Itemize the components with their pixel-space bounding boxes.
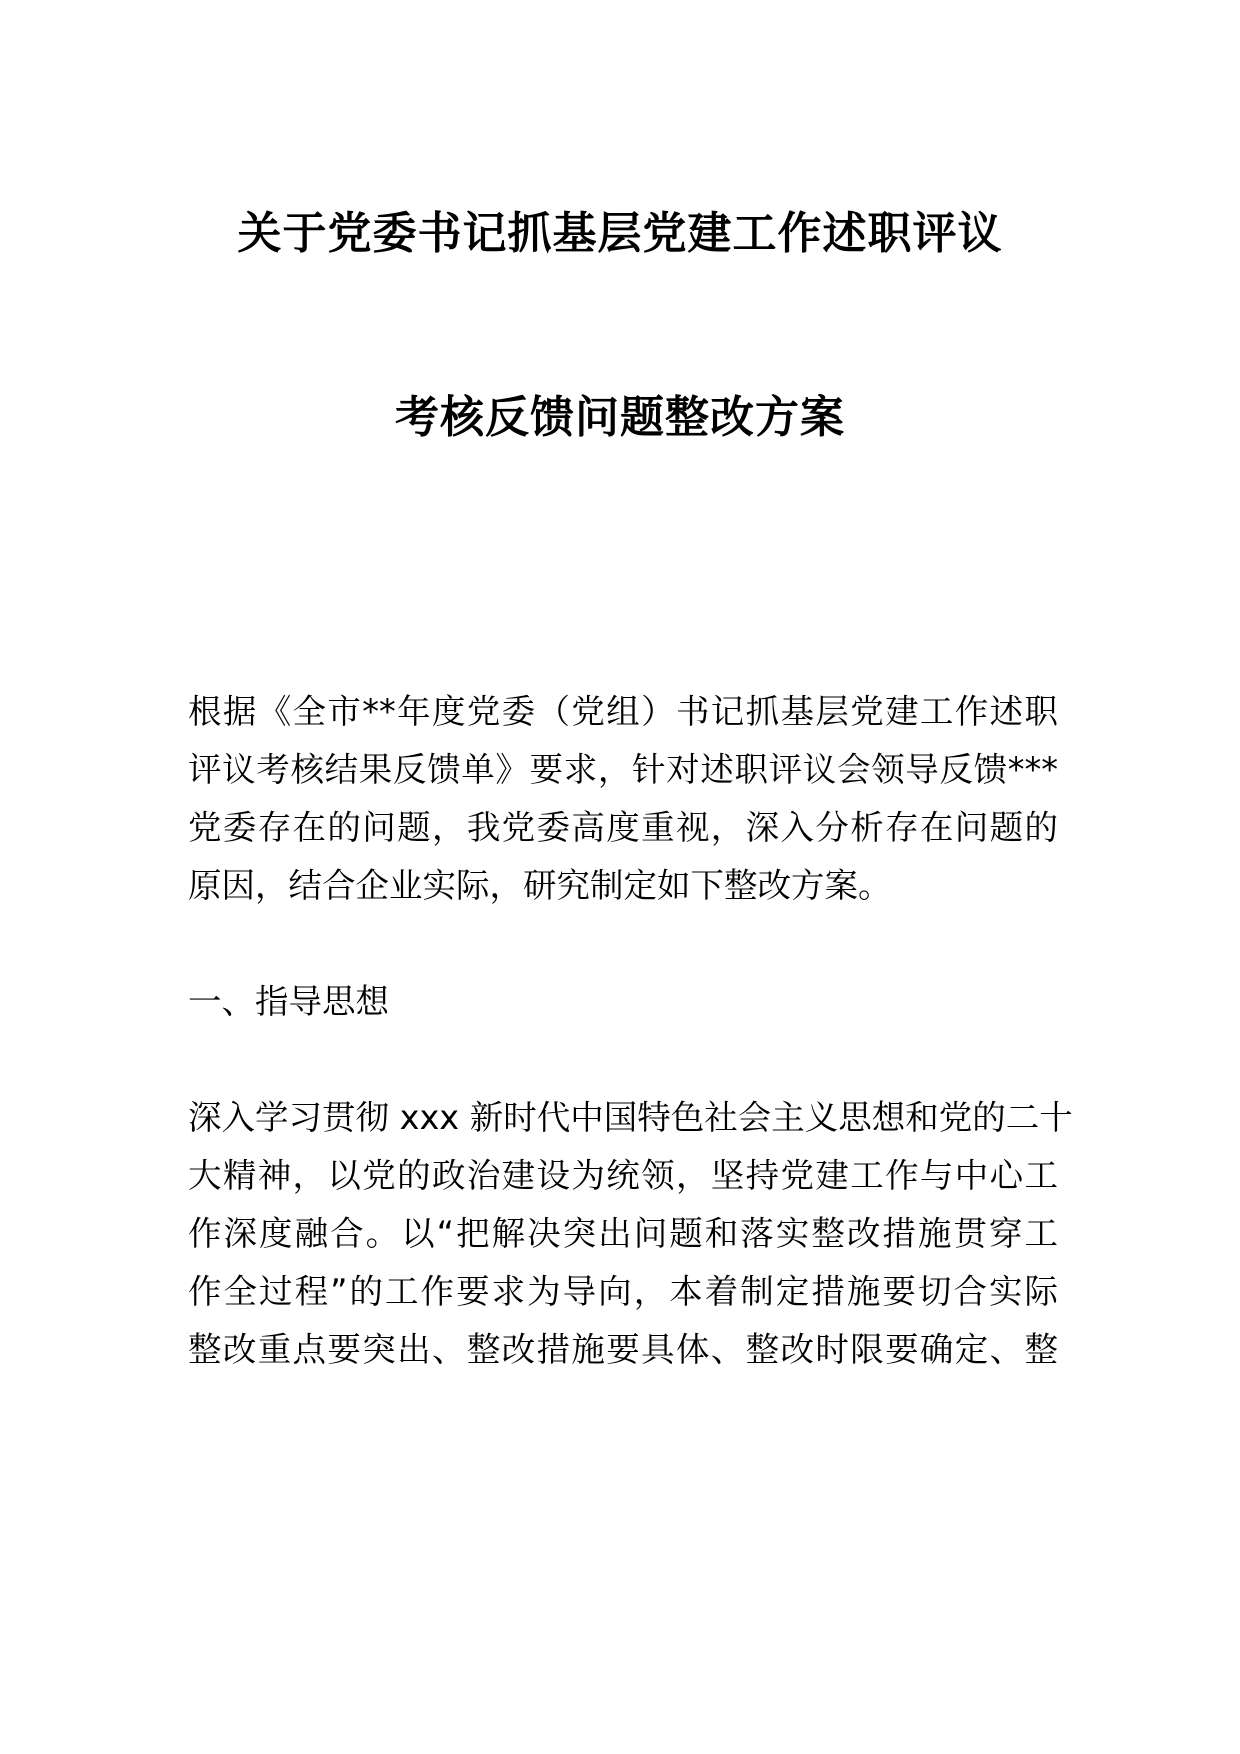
document-title-line-2: 考核反馈问题整改方案 [395, 392, 845, 443]
intro-paragraph-line: 党委存在的问题，我党委高度重视，深入分析存在问题的 [188, 808, 1058, 847]
document-title-line-1: 关于党委书记抓基层党建工作述职评议 [237, 208, 1003, 259]
intro-paragraph-line: 评议考核结果反馈单》要求，针对述职评议会领导反馈*** [188, 750, 1058, 789]
intro-paragraph-line: 原因，结合企业实际，研究制定如下整改方案。 [188, 866, 892, 905]
section-paragraph-line: 大精神，以党的政治建设为统领，坚持党建工作与中心工 [188, 1156, 1058, 1195]
intro-paragraph-line: 根据《全市**年度党委（党组）书记抓基层党建工作述职 [188, 692, 1058, 731]
section-paragraph-line: 整改重点要突出、整改措施要具体、整改时限要确定、整 [188, 1330, 1058, 1369]
section-paragraph-line: 作全过程”的工作要求为导向，本着制定措施要切合实际 [188, 1272, 1058, 1311]
section-heading: 一、指导思想 [188, 982, 389, 1021]
section-paragraph-line: 作深度融合。以“把解决突出问题和落实整改措施贯穿工 [188, 1214, 1058, 1253]
section-paragraph-line: 深入学习贯彻 xxx 新时代中国特色社会主义思想和党的二十 [188, 1098, 1073, 1137]
